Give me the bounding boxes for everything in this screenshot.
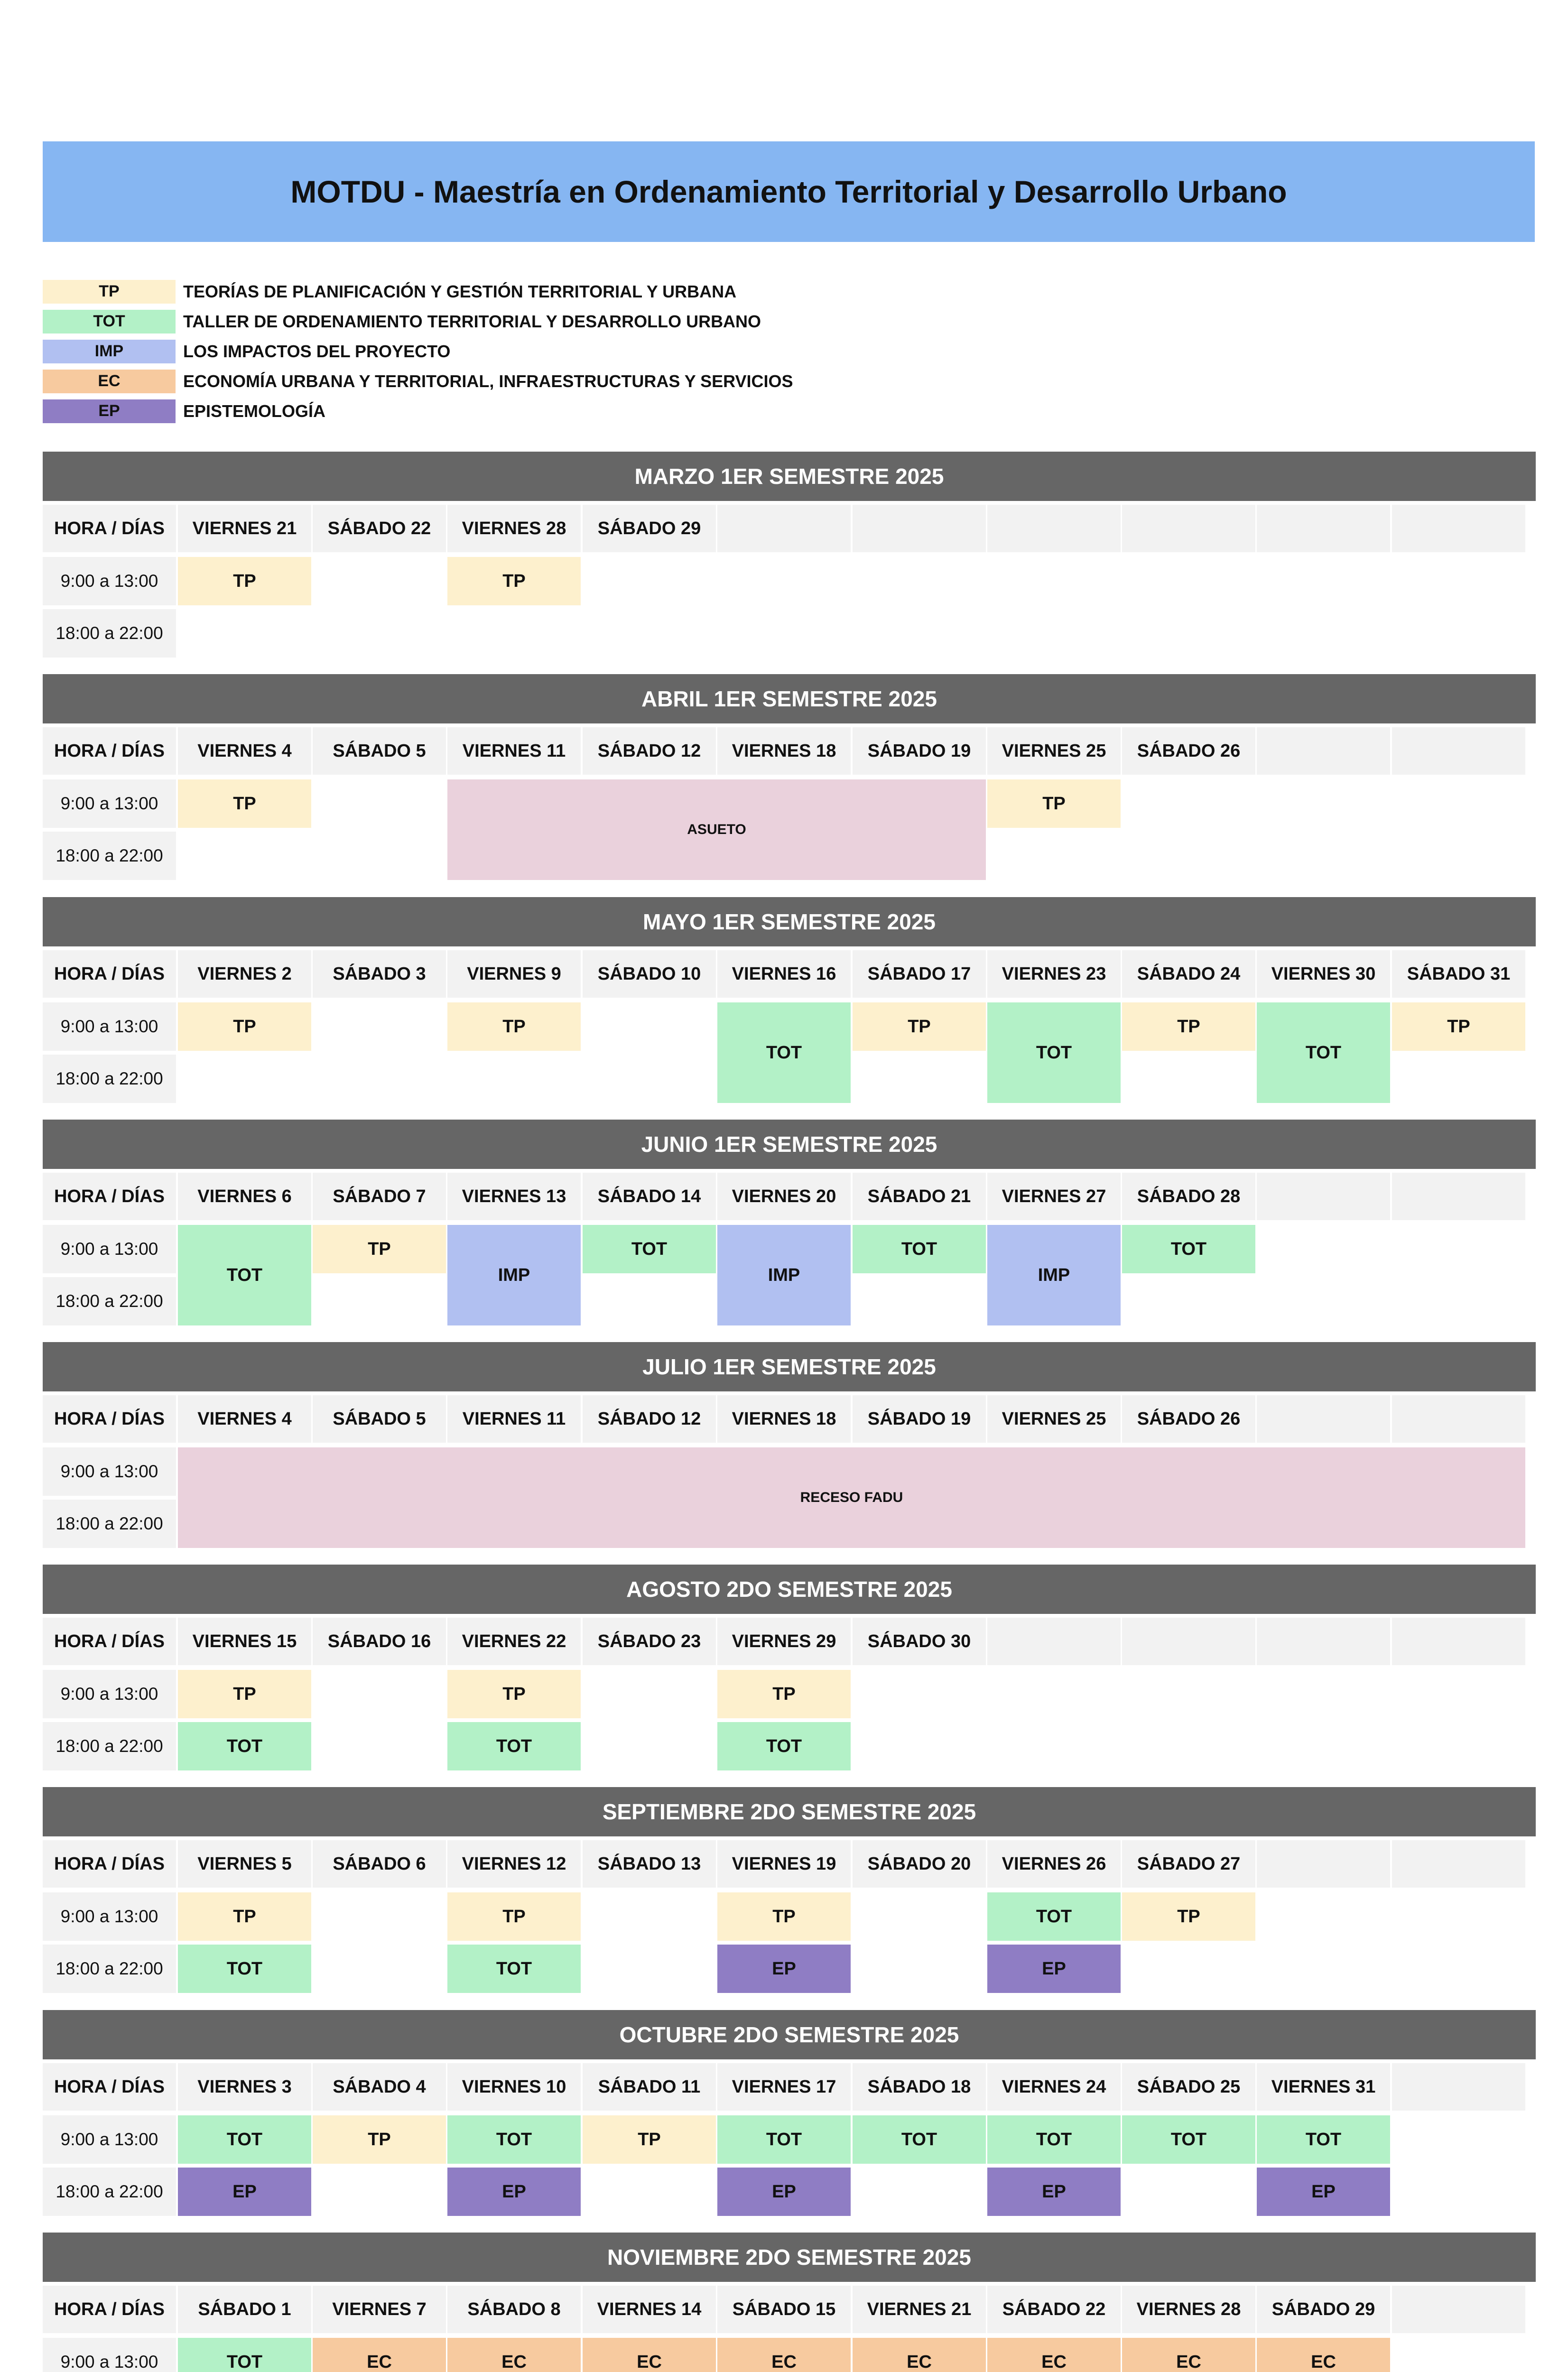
day-header (987, 505, 1121, 552)
legend-label: TEORÍAS DE PLANIFICACIÓN Y GESTIÓN TERRITORIAL Y URBANA (183, 281, 737, 301)
hour-days-header: HORA / DÍAS (43, 727, 176, 775)
time-slot-morning: 9:00 a 13:00 (43, 779, 176, 828)
month-grid (43, 1836, 1536, 1993)
day-header (1392, 505, 1525, 552)
month-header: AGOSTO 2DO SEMESTRE 2025 (43, 1565, 1536, 1614)
day-header: VIERNES 28 (447, 505, 581, 552)
class-session: EC (1257, 2338, 1390, 2372)
class-session: TOT (853, 2115, 986, 2164)
time-slot-morning: 9:00 a 13:00 (43, 1892, 176, 1941)
legend-label: ECONOMÍA URBANA Y TERRITORIAL, INFRAESTRUCTURAS Y SERVICIOS (183, 371, 793, 391)
month-grid (43, 1391, 1536, 1548)
time-slot-evening: 18:00 a 22:00 (43, 1055, 176, 1103)
month-block (43, 1787, 1536, 1993)
day-header (1257, 505, 1390, 552)
class-session: TP (447, 1892, 581, 1941)
day-header: SÁBADO 5 (313, 727, 446, 775)
class-session: TOT (717, 1002, 851, 1103)
hour-days-header: HORA / DÍAS (43, 950, 176, 998)
class-session: TP (987, 779, 1121, 828)
month-header: OCTUBRE 2DO SEMESTRE 2025 (43, 2010, 1536, 2059)
day-header: SÁBADO 11 (583, 2063, 716, 2111)
time-slot-evening: 18:00 a 22:00 (43, 2168, 176, 2216)
day-header: SÁBADO 12 (583, 727, 716, 775)
day-header: VIERNES 11 (447, 1395, 581, 1443)
legend-item (43, 336, 793, 366)
class-session: EP (717, 2168, 851, 2216)
day-header (717, 505, 851, 552)
class-session: EP (987, 1945, 1121, 1993)
class-session: TOT (717, 1722, 851, 1770)
day-header: VIERNES 19 (717, 1840, 851, 1888)
month-grid (43, 723, 1536, 880)
class-session: TP (583, 2115, 716, 2164)
day-header: SÁBADO 25 (1122, 2063, 1255, 2111)
legend (43, 277, 793, 426)
month-block (43, 897, 1536, 1103)
day-header (1392, 2286, 1525, 2333)
day-header: SÁBADO 24 (1122, 950, 1255, 998)
month-grid (43, 2059, 1536, 2216)
day-header: VIERNES 14 (583, 2286, 716, 2333)
class-session: EC (313, 2338, 446, 2372)
day-header: VIERNES 6 (178, 1173, 311, 1220)
time-slot-evening: 18:00 a 22:00 (43, 1500, 176, 1548)
day-header: VIERNES 22 (447, 1618, 581, 1665)
day-header: SÁBADO 3 (313, 950, 446, 998)
class-session: IMP (987, 1225, 1121, 1325)
time-slot-evening: 18:00 a 22:00 (43, 1722, 176, 1770)
day-header: SÁBADO 7 (313, 1173, 446, 1220)
day-header: VIERNES 3 (178, 2063, 311, 2111)
month-block (43, 1565, 1536, 1770)
day-header: SÁBADO 16 (313, 1618, 446, 1665)
time-slot-evening: 18:00 a 22:00 (43, 1277, 176, 1325)
day-header: SÁBADO 19 (853, 1395, 986, 1443)
legend-label: LOS IMPACTOS DEL PROYECTO (183, 341, 451, 361)
legend-item (43, 277, 793, 306)
day-header: VIERNES 4 (178, 727, 311, 775)
month-block (43, 452, 1536, 658)
day-header: SÁBADO 27 (1122, 1840, 1255, 1888)
hour-days-header: HORA / DÍAS (43, 1840, 176, 1888)
class-session: EP (1257, 2168, 1390, 2216)
day-header (1257, 1173, 1390, 1220)
month-block (43, 674, 1536, 880)
day-header (1392, 2063, 1525, 2111)
day-header: VIERNES 20 (717, 1173, 851, 1220)
day-header: VIERNES 9 (447, 950, 581, 998)
class-session: TP (1122, 1892, 1255, 1941)
class-session: IMP (717, 1225, 851, 1325)
class-session: TOT (1257, 2115, 1390, 2164)
hour-days-header: HORA / DÍAS (43, 1395, 176, 1443)
day-header: VIERNES 17 (717, 2063, 851, 2111)
day-header: VIERNES 21 (178, 505, 311, 552)
day-header: VIERNES 18 (717, 1395, 851, 1443)
time-slot-morning: 9:00 a 13:00 (43, 1002, 176, 1051)
class-session: TP (178, 1892, 311, 1941)
day-header: SÁBADO 4 (313, 2063, 446, 2111)
legend-code: TP (43, 280, 176, 304)
class-session: TOT (1122, 2115, 1255, 2164)
class-session: TP (313, 2115, 446, 2164)
time-slot-evening: 18:00 a 22:00 (43, 609, 176, 658)
legend-item (43, 396, 793, 426)
day-header: SÁBADO 26 (1122, 727, 1255, 775)
day-header: VIERNES 12 (447, 1840, 581, 1888)
month-grid (43, 2282, 1536, 2372)
class-session: TP (447, 1670, 581, 1718)
day-header (1392, 1618, 1525, 1665)
time-slot-evening: 18:00 a 22:00 (43, 1945, 176, 1993)
class-session: TP (853, 1002, 986, 1051)
class-session: EC (583, 2338, 716, 2372)
day-header: SÁBADO 10 (583, 950, 716, 998)
day-header: VIERNES 16 (717, 950, 851, 998)
hour-days-header: HORA / DÍAS (43, 1173, 176, 1220)
month-grid (43, 1169, 1536, 1325)
day-header: VIERNES 7 (313, 2286, 446, 2333)
month-block (43, 2233, 1536, 2372)
class-session: EC (447, 2338, 581, 2372)
day-header: VIERNES 25 (987, 1395, 1121, 1443)
hour-days-header: HORA / DÍAS (43, 505, 176, 552)
day-header (1257, 1395, 1390, 1443)
day-header: VIERNES 23 (987, 950, 1121, 998)
class-session: EP (987, 2168, 1121, 2216)
day-header (1392, 1173, 1525, 1220)
day-header: SÁBADO 29 (1257, 2286, 1390, 2333)
day-header: SÁBADO 23 (583, 1618, 716, 1665)
day-header: SÁBADO 28 (1122, 1173, 1255, 1220)
legend-item (43, 306, 793, 336)
day-header: SÁBADO 8 (447, 2286, 581, 2333)
class-session: TOT (178, 2115, 311, 2164)
time-slot-morning: 9:00 a 13:00 (43, 557, 176, 605)
legend-code: EC (43, 370, 176, 393)
day-header (1392, 1840, 1525, 1888)
day-header (1257, 727, 1390, 775)
day-header: SÁBADO 22 (987, 2286, 1121, 2333)
hour-days-header: HORA / DÍAS (43, 1618, 176, 1665)
day-header: SÁBADO 12 (583, 1395, 716, 1443)
class-session: EC (987, 2338, 1121, 2372)
day-header (1257, 1618, 1390, 1665)
day-header (1122, 505, 1255, 552)
hour-days-header: HORA / DÍAS (43, 2063, 176, 2111)
holiday-band: RECESO FADU (178, 1447, 1525, 1548)
class-session: TOT (178, 2338, 311, 2372)
day-header: SÁBADO 5 (313, 1395, 446, 1443)
day-header: VIERNES 26 (987, 1840, 1121, 1888)
class-session: TOT (447, 1722, 581, 1770)
day-header: SÁBADO 26 (1122, 1395, 1255, 1443)
class-session: TP (178, 1670, 311, 1718)
day-header: VIERNES 11 (447, 727, 581, 775)
day-header (987, 1618, 1121, 1665)
month-grid (43, 1614, 1536, 1770)
day-header: SÁBADO 6 (313, 1840, 446, 1888)
time-slot-morning: 9:00 a 13:00 (43, 1670, 176, 1718)
class-session: TOT (1122, 1225, 1255, 1273)
time-slot-morning: 9:00 a 13:00 (43, 1225, 176, 1273)
class-session: EC (717, 2338, 851, 2372)
class-session: TP (717, 1670, 851, 1718)
day-header: VIERNES 28 (1122, 2286, 1255, 2333)
day-header: VIERNES 24 (987, 2063, 1121, 2111)
day-header: SÁBADO 31 (1392, 950, 1525, 998)
month-block (43, 2010, 1536, 2216)
day-header: VIERNES 18 (717, 727, 851, 775)
day-header: SÁBADO 18 (853, 2063, 986, 2111)
class-session: IMP (447, 1225, 581, 1325)
day-header: VIERNES 27 (987, 1173, 1121, 1220)
class-session: EC (1122, 2338, 1255, 2372)
day-header (853, 505, 986, 552)
class-session: TOT (717, 2115, 851, 2164)
holiday-band: ASUETO (447, 779, 986, 880)
day-header: VIERNES 2 (178, 950, 311, 998)
month-header: JULIO 1ER SEMESTRE 2025 (43, 1342, 1536, 1391)
month-header: JUNIO 1ER SEMESTRE 2025 (43, 1120, 1536, 1169)
day-header: VIERNES 5 (178, 1840, 311, 1888)
month-header: ABRIL 1ER SEMESTRE 2025 (43, 674, 1536, 723)
legend-label: EPISTEMOLOGÍA (183, 401, 326, 421)
class-session: EP (447, 2168, 581, 2216)
day-header: SÁBADO 13 (583, 1840, 716, 1888)
day-header: VIERNES 4 (178, 1395, 311, 1443)
day-header: SÁBADO 14 (583, 1173, 716, 1220)
class-session: TP (313, 1225, 446, 1273)
day-header: VIERNES 25 (987, 727, 1121, 775)
day-header (1122, 1618, 1255, 1665)
legend-code: TOT (43, 310, 176, 334)
time-slot-morning: 9:00 a 13:00 (43, 2338, 176, 2372)
class-session: TOT (1257, 1002, 1390, 1103)
month-grid (43, 946, 1536, 1103)
day-header (1392, 1395, 1525, 1443)
class-session: TOT (853, 1225, 986, 1273)
day-header: VIERNES 29 (717, 1618, 851, 1665)
class-session: TP (717, 1892, 851, 1941)
day-header: VIERNES 13 (447, 1173, 581, 1220)
day-header: VIERNES 31 (1257, 2063, 1390, 2111)
legend-code: IMP (43, 340, 176, 363)
day-header: SÁBADO 29 (583, 505, 716, 552)
day-header: SÁBADO 20 (853, 1840, 986, 1888)
month-header: MAYO 1ER SEMESTRE 2025 (43, 897, 1536, 946)
day-header: VIERNES 10 (447, 2063, 581, 2111)
page-title: MOTDU - Maestría en Ordenamiento Territorial y Desarrollo Urbano (43, 141, 1535, 242)
class-session: TP (447, 557, 581, 605)
time-slot-morning: 9:00 a 13:00 (43, 1447, 176, 1496)
legend-label: TALLER DE ORDENAMIENTO TERRITORIAL Y DESARROLLO URBANO (183, 311, 761, 331)
day-header: SÁBADO 30 (853, 1618, 986, 1665)
class-session: EP (717, 1945, 851, 1993)
class-session: TP (178, 1002, 311, 1051)
class-session: TP (178, 557, 311, 605)
class-session: TOT (987, 1002, 1121, 1103)
class-session: TP (178, 779, 311, 828)
class-session: TOT (178, 1722, 311, 1770)
day-header (1257, 1840, 1390, 1888)
class-session: TOT (447, 2115, 581, 2164)
day-header: VIERNES 30 (1257, 950, 1390, 998)
month-block (43, 1342, 1536, 1548)
legend-code: EP (43, 399, 176, 423)
class-session: TP (1122, 1002, 1255, 1051)
class-session: TOT (987, 1892, 1121, 1941)
month-header: MARZO 1ER SEMESTRE 2025 (43, 452, 1536, 501)
day-header: SÁBADO 19 (853, 727, 986, 775)
legend-item (43, 366, 793, 396)
class-session: TP (1392, 1002, 1525, 1051)
class-session: TOT (178, 1225, 311, 1325)
day-header (1392, 727, 1525, 775)
class-session: TOT (583, 1225, 716, 1273)
class-session: EC (853, 2338, 986, 2372)
day-header: SÁBADO 17 (853, 950, 986, 998)
day-header: SÁBADO 21 (853, 1173, 986, 1220)
class-session: TOT (178, 1945, 311, 1993)
day-header: SÁBADO 15 (717, 2286, 851, 2333)
month-header: NOVIEMBRE 2DO SEMESTRE 2025 (43, 2233, 1536, 2282)
time-slot-morning: 9:00 a 13:00 (43, 2115, 176, 2164)
month-grid (43, 501, 1536, 658)
day-header: VIERNES 15 (178, 1618, 311, 1665)
day-header: SÁBADO 22 (313, 505, 446, 552)
class-session: TOT (447, 1945, 581, 1993)
time-slot-evening: 18:00 a 22:00 (43, 832, 176, 880)
class-session: EP (178, 2168, 311, 2216)
day-header: VIERNES 21 (853, 2286, 986, 2333)
month-block (43, 1120, 1536, 1325)
class-session: TOT (987, 2115, 1121, 2164)
hour-days-header: HORA / DÍAS (43, 2286, 176, 2333)
class-session: TP (447, 1002, 581, 1051)
month-header: SEPTIEMBRE 2DO SEMESTRE 2025 (43, 1787, 1536, 1836)
day-header: SÁBADO 1 (178, 2286, 311, 2333)
